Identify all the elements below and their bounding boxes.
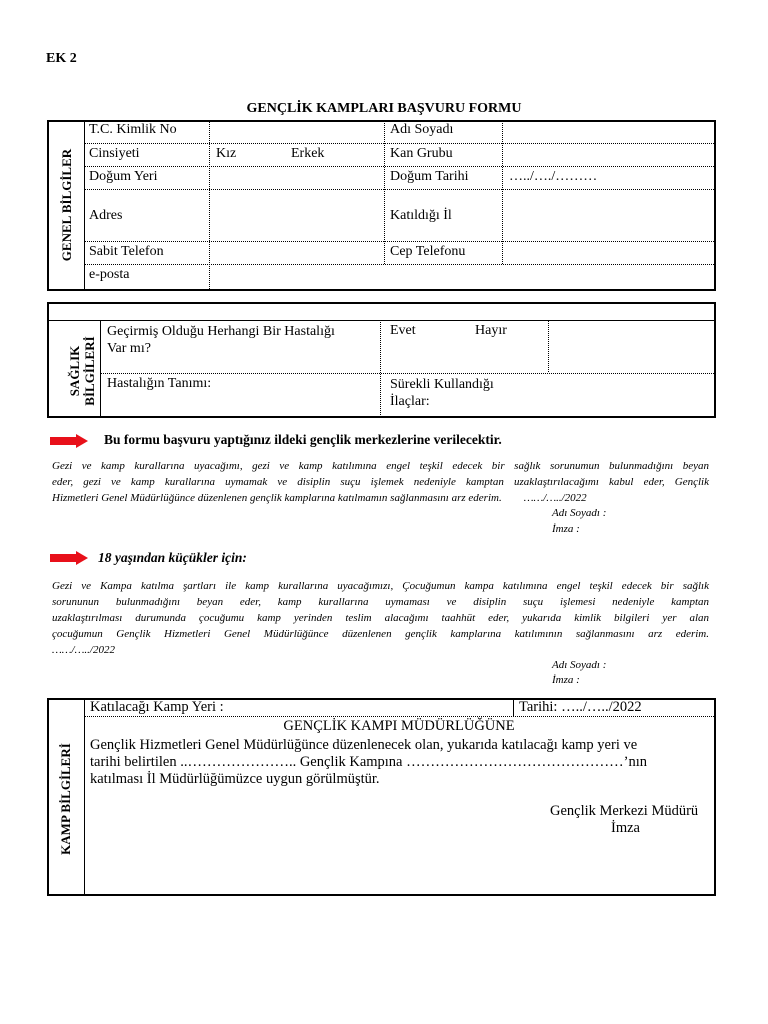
camp-date-field[interactable]: Tarihi: …../…../2022 [519, 699, 642, 715]
email-field[interactable] [211, 267, 713, 287]
birthplace-label: Doğum Yeri [89, 169, 158, 184]
adult-sign-label: İmza : [552, 523, 580, 535]
illness-answer-field[interactable] [550, 322, 712, 372]
camp-info-side-label: KAMP BİLGİLERİ [58, 743, 73, 855]
tc-id-field[interactable] [211, 122, 382, 142]
health-side-label-line1: SAĞLIK [67, 345, 82, 397]
illness-description-label: Hastalığın Tanımı: [107, 376, 212, 391]
province-field[interactable] [504, 191, 712, 239]
illness-option-no[interactable]: Hayır [475, 323, 507, 338]
guardian-sign-label: İmza : [552, 674, 580, 686]
health-side-label-line2: BİLGİLERİ [82, 336, 97, 406]
blood-type-field[interactable] [504, 146, 712, 166]
address-field[interactable] [211, 191, 382, 239]
mobile-label: Cep Telefonu [390, 244, 466, 259]
full-name-field[interactable] [504, 122, 712, 142]
gender-option-male[interactable]: Erkek [291, 146, 325, 161]
illness-option-yes[interactable]: Evet [390, 323, 416, 338]
camp-approval-text: Gençlik Hizmetleri Genel Müdürlüğünce düzenlenecek olan, yukarıda katılacağı kamp yeri ve tarihi belirtilen ..………………….. Gençlik Kampına ………………………………………’nın katılması İl Müdürlüğümüzce uygun görülmüştür. [90, 737, 647, 787]
email-label: e-posta [89, 267, 130, 282]
camp-office-title: GENÇLİK KAMPI MÜDÜRLÜĞÜNE [283, 718, 515, 734]
guardian-name-label: Adı Soyadı : [552, 659, 607, 671]
illness-question: Geçirmiş Olduğu Herhangi Bir Hastalığı Var mı? [107, 324, 335, 356]
submission-notice: Bu formu başvuru yaptığınız ildeki gençlik merkezlerine verilecektir. [104, 432, 502, 447]
mobile-field[interactable] [504, 244, 712, 264]
minors-heading: 18 yaşından küçükler için: [98, 550, 247, 565]
address-label: Adres [89, 208, 123, 223]
gender-option-female[interactable]: Kız [216, 146, 237, 161]
birthplace-field[interactable] [211, 169, 382, 189]
general-info-side-label: GENEL BİLGİLER [59, 148, 74, 262]
blood-type-label: Kan Grubu [390, 146, 453, 161]
adult-consent-text: Gezi ve kamp kurallarına uyacağımı, gezi ve kamp katılımına engel teşkil edecek bir sağlık sorunumun bulunmadığını beyan eder, gezi ve kamp kurallarına uymamak ve disiplin suçu işlemek nedeniyle kamptan uzaklaştırılacağımı kabul eder, Gençlik Hizmetleri Genel Müdürlüğünce düzenlenen gençlik kamplarına katılmamın sağlanmasını arz ederim. ……/…../2022 [52, 460, 709, 504]
birthdate-label: Doğum Tarihi [390, 169, 469, 184]
arrow-right-icon [50, 551, 88, 565]
tc-id-label: T.C. Kimlik No [89, 122, 177, 137]
full-name-label: Adı Soyadı [390, 122, 454, 137]
landline-field[interactable] [211, 244, 382, 264]
adult-name-label: Adı Soyadı : [552, 507, 607, 519]
medications-label: Sürekli Kullandığı İlaçlar: [390, 377, 494, 409]
birthdate-field[interactable]: …../…./……… [509, 169, 598, 184]
health-info-side-label [67, 321, 97, 421]
camp-place-label: Katılacağı Kamp Yeri : [90, 699, 224, 715]
director-signature-label: İmza [611, 820, 640, 836]
landline-label: Sabit Telefon [89, 244, 164, 259]
gender-label: Cinsiyeti [89, 146, 140, 161]
form-title: GENÇLİK KAMPLARI BAŞVURU FORMU [246, 101, 522, 116]
minor-consent-date[interactable]: ……/…../2022 [52, 644, 115, 656]
minor-consent-text: Gezi ve Kampa katılma şartları ile kamp kurallarına uyacağımızı, Çocuğumun kampa katılımına engel teşkil edecek bir sağlık sorununun bulunmadığını beyan eder, kamp kurallarına uymaması ve disiplin suçu işlemesi nedeniyle kamptan uzaklaştırılması durumunda çocuğumu kamp yerinden teslim alacağımı taahhüt eder, yukarıda kimlik bilgileri yer alan çocuğumun Gençlik Hizmetleri Genel Müdürlüğünce düzenlenen gençlik kamplarına katılımının sağlanmasını arz ederim. ……/…../2022 [52, 580, 709, 656]
adult-consent-date[interactable]: ……/…../2022 [523, 492, 587, 504]
arrow-right-icon [50, 434, 88, 448]
director-title: Gençlik Merkezi Müdürü [550, 803, 699, 819]
province-label: Katıldığı İl [390, 208, 452, 223]
annex-label: EK 2 [46, 51, 77, 66]
